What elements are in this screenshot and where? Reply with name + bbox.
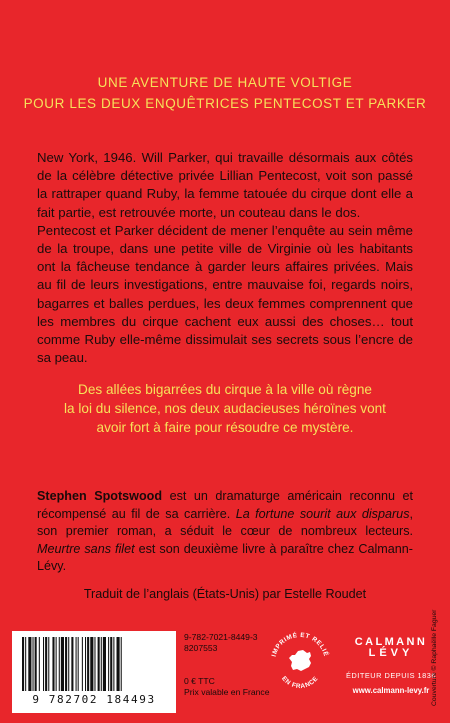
barcode-bar <box>90 637 93 691</box>
stamp-top-text: IMPRIMÉ ET RELIÉ <box>270 631 330 658</box>
synopsis <box>37 149 413 367</box>
barcode-bar <box>45 637 47 691</box>
price-info <box>184 676 270 699</box>
tagline-line-1: UNE AVENTURE DE HAUTE VOLTIGE <box>97 75 353 90</box>
bio-text-2: , son premier roman, a séduit le cœur de nombreux lecteurs. <box>37 506 413 539</box>
isbn-info <box>184 632 258 655</box>
barcode <box>12 631 176 713</box>
printed-in-france-stamp <box>265 626 335 696</box>
cover-credit: Couverture © Raphaëlle Faguer <box>431 609 438 706</box>
barcode-bar <box>108 637 109 691</box>
highlight-line-2: la loi du silence, nos deux audacieuses héroïnes vont <box>64 401 386 416</box>
barcode-bar <box>71 637 73 691</box>
barcode-bar <box>33 637 34 691</box>
barcode-bar <box>22 637 24 691</box>
barcode-bar <box>56 637 57 691</box>
barcode-bar <box>68 637 69 691</box>
barcode-bar <box>48 637 49 691</box>
barcode-bar <box>52 637 54 691</box>
highlight-text <box>30 380 420 437</box>
publisher-logo <box>346 636 436 695</box>
bio-text-1: est un dramaturge américain reconnu et récompensé au fil de sa carrière. <box>37 489 413 521</box>
highlight-line-1: Des allées bigarrées du cirque à la ville où règne <box>78 382 372 397</box>
author-bio <box>37 488 413 576</box>
publisher-url: www.calmann-levy.fr <box>352 686 430 695</box>
bio-text-3: est son deuxième livre à paraître chez Calmann-Lévy. <box>37 541 413 574</box>
barcode-bar <box>110 637 112 691</box>
barcode-bars <box>20 637 168 693</box>
price-note: Prix valable en France <box>184 687 270 698</box>
barcode-bar <box>43 637 44 691</box>
france-map-icon <box>289 650 311 671</box>
highlight-line-3: avoir fort à faire pour résoudre ce mystère. <box>96 420 354 435</box>
book-title-1: La fortune sourit aux disparus <box>235 506 410 521</box>
barcode-bar <box>28 637 31 691</box>
barcode-bar <box>82 637 83 691</box>
barcode-bar <box>25 637 26 691</box>
barcode-bar <box>78 637 79 691</box>
isbn-number: 9-782-7021-8449-3 <box>184 632 258 642</box>
barcode-digits: 9 782702 184493 <box>32 693 156 706</box>
barcode-bar <box>113 637 114 691</box>
barcode-bar <box>65 637 67 691</box>
barcode-bar <box>59 637 60 691</box>
barcode-bar <box>98 637 100 691</box>
barcode-bar <box>39 637 40 691</box>
tagline-line-2: POUR LES DEUX ENQUÊTRICES PENTECOST ET PARKER <box>23 96 427 111</box>
book-title-2: Meurtre sans filet <box>37 541 135 556</box>
publisher-name-line-1: CALMANN <box>354 636 428 648</box>
barcode-bar <box>76 637 77 691</box>
barcode-bar <box>117 637 120 691</box>
barcode-bar <box>121 637 122 691</box>
barcode-bar <box>35 637 37 691</box>
synopsis-paragraph-1: New York, 1946. Will Parker, qui travaille désormais aux côtés de la célèbre détective privée Lillian Pentecost, voit son passé la rattraper quand Ruby, la femme tatouée du cirque dont elle a fait partie, est retrouvée morte, un couteau dans le dos. <box>37 150 413 220</box>
publisher-since: ÉDITEUR DEPUIS 1836 <box>346 671 437 680</box>
barcode-bar <box>103 637 106 691</box>
svg-text:EN FRANCE <box>280 675 320 690</box>
stamp-bottom-text: EN FRANCE <box>280 675 320 691</box>
barcode-bar <box>87 637 89 691</box>
barcode-bar <box>85 637 86 691</box>
barcode-bar <box>61 637 64 691</box>
translator-credit: Traduit de l’anglais (États-Unis) par Estelle Roudet <box>83 587 367 601</box>
barcode-bar <box>101 637 102 691</box>
author-name: Stephen Spotswood <box>37 489 163 503</box>
synopsis-paragraph-2: Pentecost et Parker décident de mener l’enquête au sein même de la troupe, dans une petite ville de Virginie où les habitants ont la fâcheuse tendance à garder leurs affaires privées. Mais au fil de leurs investigations, entre mauvaise foi, regards noirs, bagarres et balles perdues, les deux femmes comprennent que les membres du cirque cachent eux aussi des choses… tout comme Ruby elle-même dissimulait ses secrets sous l’encre de sa peau. <box>37 222 413 366</box>
barcode-bar <box>94 637 95 691</box>
tagline <box>0 72 450 114</box>
product-code: 8207553 <box>184 643 218 654</box>
publisher-name-line-2: LÉVY <box>368 647 414 659</box>
price: 0 € TTC <box>184 676 215 686</box>
